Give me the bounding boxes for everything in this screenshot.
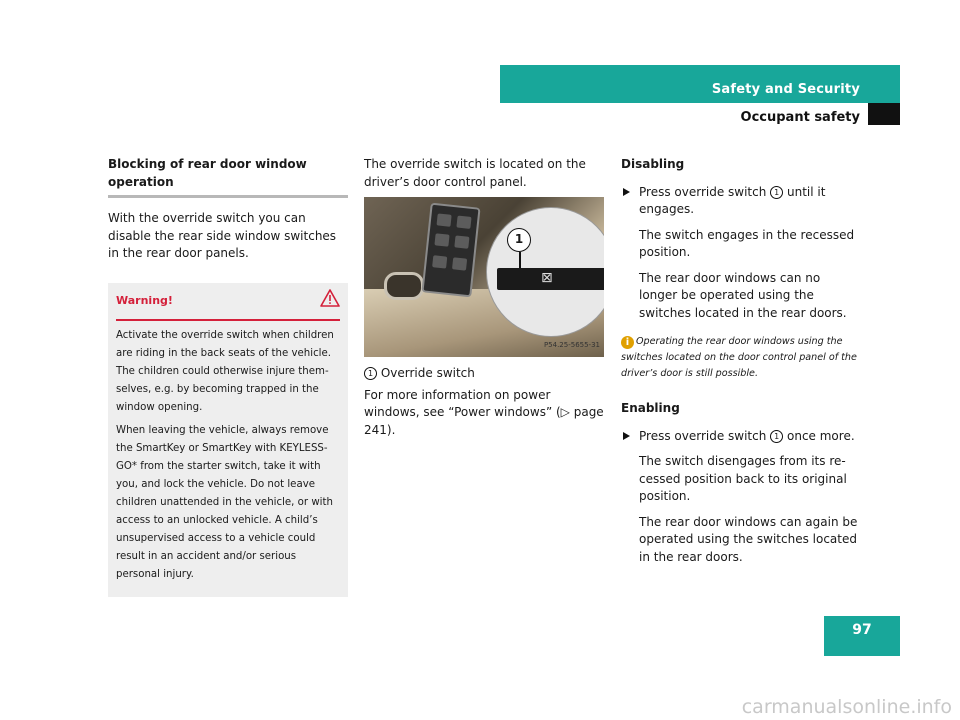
enabling-step <box>621 428 861 446</box>
location-paragraph: The override switch is located on the driver’s door control panel. <box>364 157 586 189</box>
override-switch-zoom <box>486 207 604 337</box>
info-note-text: Operating the rear door windows using the switches located on the door control panel of the driver’s door is still possible. <box>621 336 857 379</box>
section-marker <box>868 103 900 125</box>
enabling-result: The rear door windows can again be operated using the switches located in the rear doors. <box>639 514 858 564</box>
section-heading: Blocking of rear door window operation <box>108 156 348 198</box>
disabling-result: The switch engages in the recessed position. <box>639 227 855 259</box>
page-number: 97 <box>824 616 900 656</box>
override-switch <box>497 268 604 290</box>
more-info-paragraph: For more information on power windows, see “Power windows” (▷ page 241). <box>364 387 604 437</box>
watermark: carmanualsonline.info <box>741 696 952 718</box>
warning-triangle-icon <box>320 289 340 313</box>
warning-box <box>108 283 348 597</box>
step-text: Press override switch <box>639 428 767 443</box>
step-text: once more. <box>787 428 855 443</box>
caption-text: Override switch <box>380 366 475 380</box>
disabling-step <box>621 184 861 219</box>
header-band <box>500 65 900 103</box>
step-number: 1 <box>770 430 783 443</box>
column-left <box>108 156 348 597</box>
step-number: 1 <box>770 186 783 199</box>
warning-paragraph: When leaving the vehicle, always remove the SmartKey or SmartKey with KEYLESS-GO* from the starter switch, take it with you, and lock the vehicle. Do not leave children unattended in the vehicle, or with access to an unlocked vehicle. A child’s unsupervised access to a vehicle could result in an accident and/or serious personal injury. <box>116 424 333 580</box>
disabling-heading: Disabling <box>621 157 685 171</box>
column-middle <box>364 156 604 439</box>
warning-header <box>116 283 340 321</box>
disabling-result: The rear door windows can no longer be operated using the switches located in the rear doors. <box>639 270 847 320</box>
door-panel-photo <box>364 197 604 357</box>
warning-body <box>116 321 340 584</box>
enabling-heading: Enabling <box>621 401 680 415</box>
intro-paragraph: With the override switch you can disable the rear side window switches in the rear door panels. <box>108 211 337 260</box>
window-lock-icon: ⊠ <box>541 270 553 286</box>
info-icon: i <box>621 336 634 349</box>
photo-code: P54.25-5655-31 <box>543 340 600 349</box>
info-note <box>621 334 861 382</box>
step-text: until it engages. <box>639 184 826 216</box>
door-control-panel <box>421 203 480 298</box>
caption-number: 1 <box>364 367 377 380</box>
callout-line <box>519 252 521 268</box>
warning-paragraph: Activate the override switch when children are riding in the back seats of the vehicle. The children could otherwise injure themselves, e.g. by becoming trapped in the window opening. <box>116 329 334 413</box>
column-right <box>621 156 861 566</box>
step-text: Press override switch <box>639 184 767 199</box>
chapter-title: Safety and Security <box>711 82 860 97</box>
photo-caption <box>364 365 604 383</box>
warning-label: Warning! <box>116 293 173 307</box>
enabling-result: The switch disengages from its recessed position back to its original position. <box>639 454 847 503</box>
callout-marker: 1 <box>507 228 531 252</box>
door-handle <box>384 272 424 300</box>
section-title: Occupant safety <box>740 110 860 125</box>
